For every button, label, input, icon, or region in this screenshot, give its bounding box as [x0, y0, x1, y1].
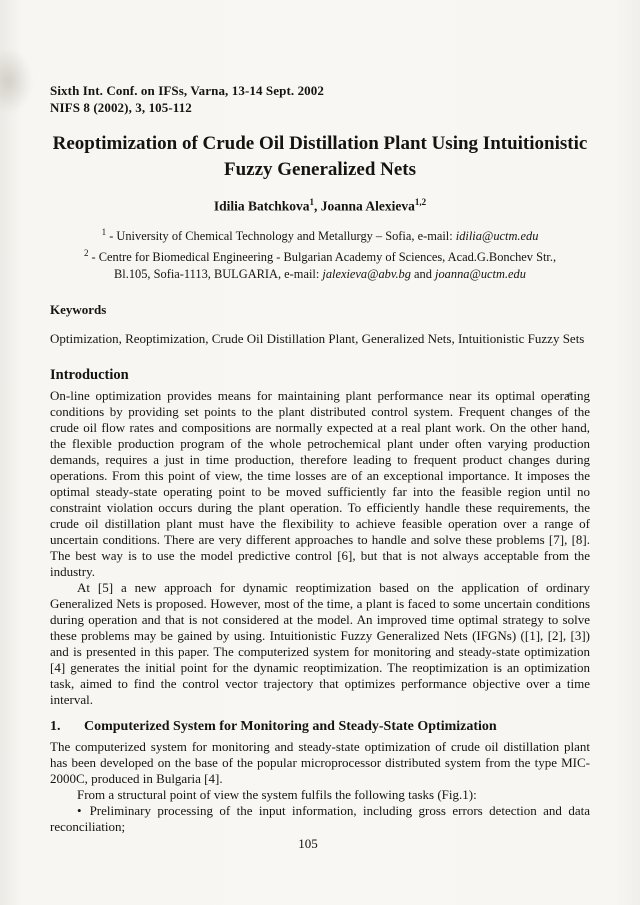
section-1-bullet-item [50, 803, 590, 835]
keywords-heading: Keywords [50, 301, 107, 317]
author-2-affiliation-mark: 1,2 [414, 197, 427, 207]
affiliation-1-text: - University of Chemical Technology and Metallurgy – Sofia, e-mail: [106, 228, 456, 243]
bullet-icon: • [77, 802, 82, 818]
affiliation-line-1 [50, 224, 590, 245]
affiliation-line-2 [50, 245, 590, 266]
author-1-name: Idilia Batchkova [213, 198, 310, 214]
author-1-affiliation-mark: 1 [309, 197, 314, 207]
author-line [50, 194, 590, 215]
conference-header [50, 82, 590, 116]
section-1-title: Computerized System for Monitoring and Steady-State Optimization [84, 718, 497, 734]
journal-header-line2: NIFS 8 (2002), 3, 105-112 [50, 100, 192, 115]
affiliation-1-mark: 1 [101, 226, 107, 237]
author-separator: , [314, 198, 321, 214]
introduction-paragraph-2: At [5] a new approach for dynamic reoptimization based on the application of ordinary Generalized Nets is proposed. However, most of the time, a plant is faced to some uncertain conditions during operation and that is not considered at the model. An improved time optimal strategy to solve these problems may be gained by using. Intuitionistic Fuzzy Generalized Nets (IFGNs) ([1], [2], [3]) and is presented in this paper. The computerized system for monitoring and steady-state optimization [4] generates the initial point for the dynamic reoptimization. The reoptimization is an optimization task, aimed to find the control vector trajectory that optimizes performance objective over a time interval. [50, 579, 590, 707]
introduction-paragraph-1: On-line optimization provides means for maintaining plant performance near its optimal operating conditions by providing set points to the plant distributed control system. Frequent changes of the crude oil flow rates and compositions are normally expected at a real plant work. On the other hand, the flexible production program of the whole petrochemical plant under often varying production demands, requires a just in time production, therefore leading to frequent product changes during operations. From this point of view, the time losses are of an exceptional importance. It imposes the optimal steady-state operating point to be moved sufficiently far into the feasible region until no constraint violation occurs during the plant operation. To efficiently handle these requirements, the crude oil distillation plant must have the flexibility to achieve feasible operation over a range of uncertain conditions. There are very different approaches to handle and solve these problems [7], [8]. The best way is to use the model predictive control [6], but that is not always acceptable from the industry. [50, 387, 590, 579]
section-1-paragraph-1: The computerized system for monitoring and steady-state optimization of crude oil distillation plant has been developed on the base of the popular microprocessor distributed system from the type MIC-2000C, produced in Bulgaria [4]. [50, 738, 590, 786]
bullet-item-text: Preliminary processing of the input information, including gross errors detection and data reconciliation; [50, 802, 590, 834]
affiliation-2-text: - Centre for Biomedical Engineering - Bulgarian Academy of Sciences, Acad.G.Bonchev Str., [88, 249, 557, 264]
affiliation-2-mark: 2 [83, 247, 89, 258]
affiliation-1-email: idilia@uctm.edu [455, 228, 539, 243]
affiliation-3-email-1: jalexieva@abv.bg [322, 266, 411, 281]
section-1-heading [50, 717, 590, 736]
section-1-paragraph-2: From a structural point of view the system fulfils the following tasks (Fig.1): [77, 786, 477, 802]
keywords-list: Optimization, Reoptimization, Crude Oil Distillation Plant, Generalized Nets, Intuitionistic Fuzzy Sets [50, 330, 585, 346]
paper-title: Reoptimization of Crude Oil Distillation Plant Using Intuitionistic Fuzzy Generalized Nets [52, 133, 588, 180]
introduction-heading: Introduction [50, 366, 129, 383]
page-number: 105 [298, 836, 318, 851]
affiliation-3-conjunction: and [410, 266, 436, 281]
affiliation-3-email-2: joanna@uctm.edu [435, 266, 526, 281]
affiliation-line-3 [50, 266, 590, 283]
affiliation-3-text: Bl.105, Sofia-1113, BULGARIA, e-mail: [114, 266, 323, 281]
conference-header-line1: Sixth Int. Conf. on IFSs, Varna, 13-14 Sept. 2002 [50, 83, 324, 98]
affiliations-block [50, 224, 590, 283]
author-2-name: Joanna Alexieva [320, 198, 415, 214]
section-1-number: 1. [50, 718, 61, 734]
